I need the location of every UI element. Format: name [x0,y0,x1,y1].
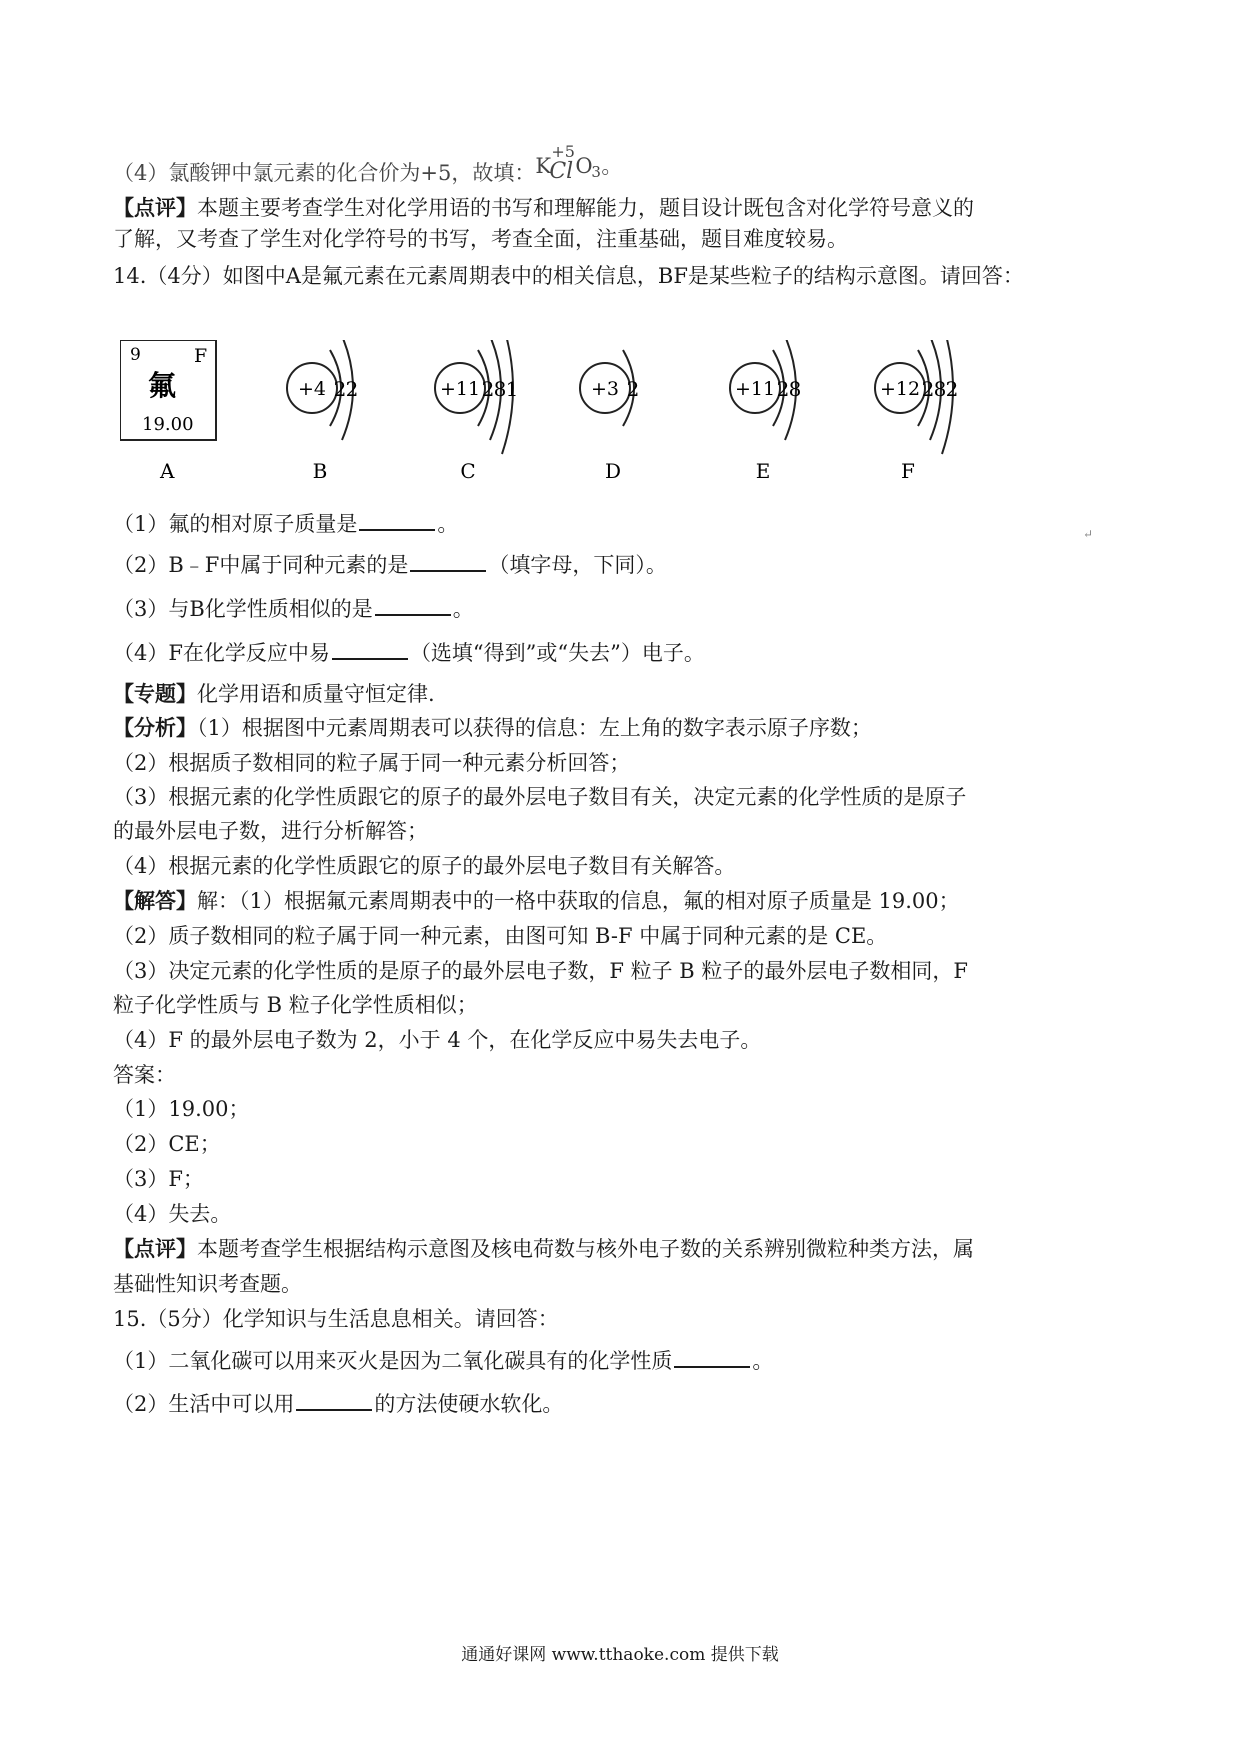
analysis-line-3: （3）根据元素的化学性质跟它的原子的最外层电子数目有关，决定元素的化学性质的是原子 [113,785,967,809]
atomic-number: 9 [130,345,141,365]
answer-2: （2）CE； [113,1132,221,1156]
analysis-line-2: （2）根据质子数相同的粒子属于同一种元素分析回答； [113,751,631,775]
atom-diagram-e [730,340,801,483]
nucleus-charge: +4 [297,378,327,400]
potassium-chlorate-formula: K +5 Cl O 3 。 [535,142,623,184]
nucleus-charge: +12 [879,378,921,400]
atom-diagram-c [435,340,518,483]
q14-sub1: （1）氟的相对原子质量是 。 [113,509,458,538]
q14-stem: 14.（4分）如图中A是氟元素在元素周期表中的相关信息，BF是某些粒子的结构示意图。请回答： [113,264,1024,288]
shell-electron-count: 8 [788,377,802,401]
answer-blank-6 [296,1389,372,1411]
element-symbol: F [194,345,208,367]
label-e: E [755,459,771,483]
shell-electron-count: 2 [921,377,935,401]
atom-diagram-f [875,340,958,483]
q15-sub2: （2）生活中可以用 的方法使硬水软化。 [113,1389,563,1418]
analysis-line-1: 【分析】（1）根据图中元素周期表可以获得的信息：左上角的数字表示原子序数； [113,715,872,740]
answer-blank-4 [332,638,408,660]
q15-stem: 15.（5分）化学知识与生活息息相关。请回答： [113,1307,559,1331]
answer-blank-5 [674,1346,750,1368]
page-footer: 通通好课网 www.tthaoke.com 提供下载 [461,1645,779,1665]
element-name: 氟 [148,369,177,402]
q14-sub3: （3）与B化学性质相似的是 。 [113,594,474,623]
answer-4: （4）失去。 [113,1202,232,1226]
comment-tag: 【点评】 [113,195,197,220]
answer-3: （3）F； [113,1167,204,1191]
shell-electron-count: 2 [345,377,359,401]
nucleus-charge: +11 [439,378,481,400]
shell-electron-count: 2 [481,377,495,401]
solution-line-5: （4）F 的最外层电子数为 2，小于 4 个，在化学反应中易失去电子。 [113,1028,762,1052]
shell-electron-count: 2 [776,377,790,401]
label-f: F [901,459,915,483]
shell-electron-count: 2 [945,377,959,401]
analysis-line-4: 的最外层电子数，进行分析解答； [113,819,428,843]
label-a: A [160,459,175,483]
answer-blank-1 [359,509,435,531]
atom-diagram-d [580,350,639,483]
comment-1-line-2: 了解，又考查了学生对化学符号的书写，考查全面，注重基础，题目难度较易。 [113,227,848,251]
q14-sub2: （2）B﹣F中属于同种元素的是 （填字母，下同）。 [113,550,667,579]
q15-sub1: （1）二氧化碳可以用来灭火是因为二氧化碳具有的化学性质 。 [113,1346,773,1375]
analysis-line-5: （4）根据元素的化学性质跟它的原子的最外层电子数目有关解答。 [113,854,736,878]
comment-2-line-2: 基础性知识考查题。 [113,1272,302,1296]
q13-part4-line [113,142,645,187]
q13-part4-text: （4）氯酸钾中氯元素的化合价为+5，故填： [113,161,536,185]
solution-line-4: 粒子化学性质与 B 粒子化学性质相似； [113,993,478,1017]
periodic-table-cell [120,340,216,483]
comment-1-line-1: 【点评】本题主要考查学生对化学用语的书写和理解能力，题目设计既包含对化学符号意义的 [113,195,974,220]
shell-electron-count: 8 [493,377,507,401]
answer-1: （1）19.00； [113,1097,250,1121]
solution-line-3: （3）决定元素的化学性质的是原子的最外层电子数，F 粒子 B 粒子的最外层电子数相同，F [113,959,968,983]
comment-2-line-1: 【点评】本题考查学生根据结构示意图及核电荷数与核外电子数的关系辨别微粒种类方法，属 [113,1236,974,1261]
solution-line-2: （2）质子数相同的粒子属于同一种元素，由图可知 B-F 中属于同种元素的是 CE。 [113,924,888,948]
nucleus-charge: +3 [590,378,620,400]
atom-diagrams [287,340,958,483]
label-b: B [312,459,328,483]
shell-electron-count: 1 [505,377,519,401]
atomic-mass: 19.00 [142,414,194,435]
answer-blank-2 [410,550,486,572]
label-d: D [604,459,622,483]
topic-line: 【专题】化学用语和质量守恒定律. [113,681,435,706]
solution-line-1: 【解答】解：（1）根据氟元素周期表中的一格中获取的信息，氟的相对原子质量是 19.00； [113,888,960,913]
q14-sub4: （4）F在化学反应中易 （选填“得到”或“失去”）电子。 [113,638,705,667]
nucleus-charge: +11 [734,378,776,400]
shell-electron-count: 2 [333,377,347,401]
answer-blank-3 [375,594,451,616]
shell-electron-count: 8 [933,377,947,401]
label-c: C [460,459,476,483]
answer-title: 答案： [113,1063,176,1087]
paragraph-mark: ↵ [1083,527,1094,541]
atom-diagram-b [287,340,358,483]
shell-electron-count: 2 [626,377,640,401]
